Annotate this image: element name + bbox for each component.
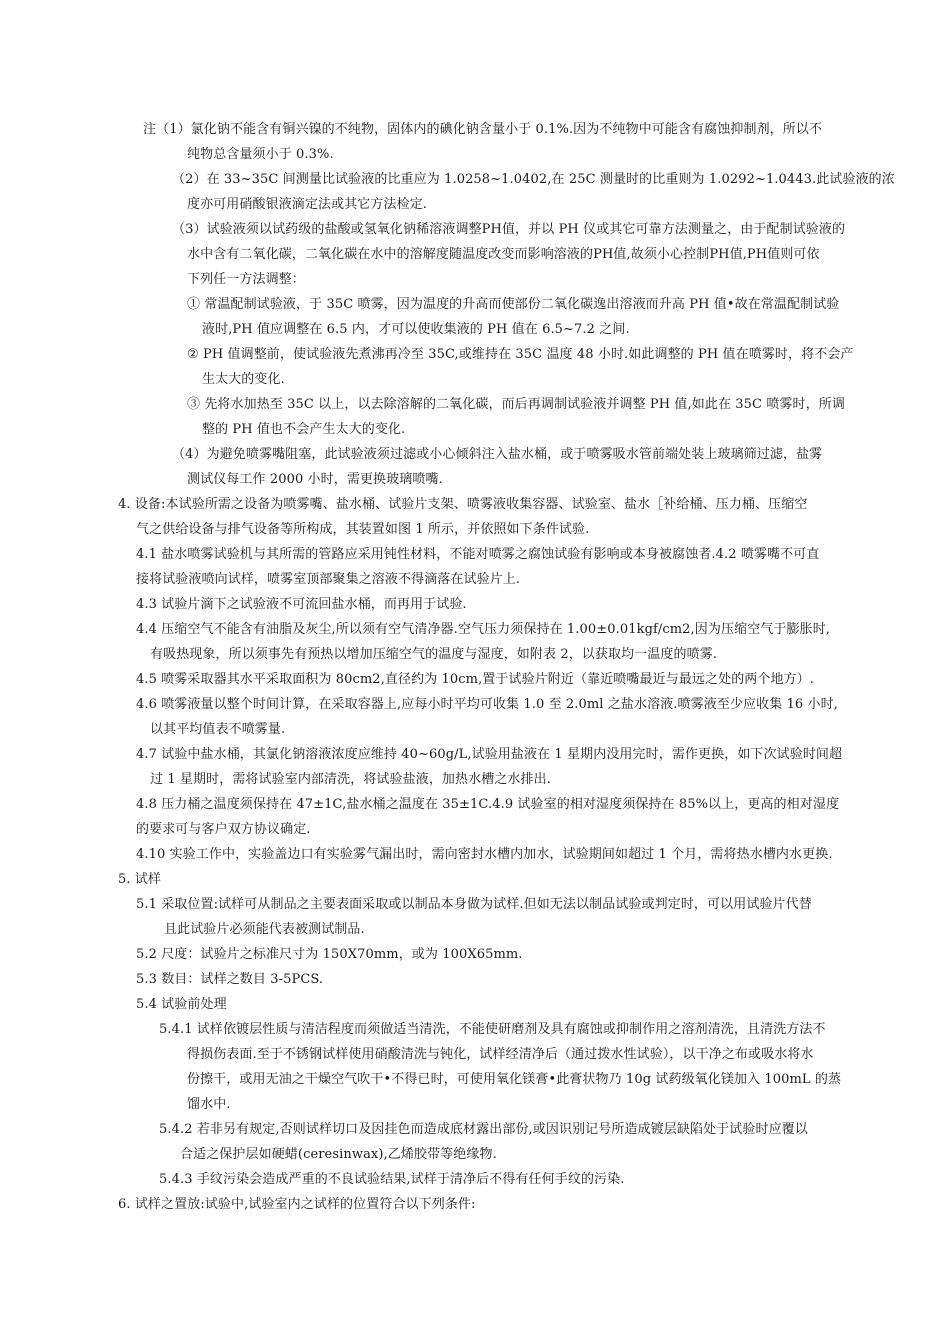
text-line: 气之供给设备与排气设备等所构成，其装置如图 1 所示，并依照如下条件试验. [136, 522, 590, 537]
text-line: 得损伤表面.至于不锈钢试样使用硝酸清洗与钝化，试样经清净后（通过拨水性试验），以干净之布或吸水将水 [187, 1047, 814, 1062]
text-line: 过 1 星期时，需将试验室内部清洗，将试验盐液，加热水槽之水排出. [150, 772, 551, 787]
text-line: 下列任一方法调整： [187, 272, 305, 287]
text-line: 纯物总含量须小于 0.3%. [187, 147, 334, 162]
text-line: ② PH 值调整前，使试验液先煮沸再冷至 35C,或维持在 35C 温度 48 小时.如此调整的 PH 值在喷雾时，将不会产 [187, 347, 854, 362]
text-line: 4.8 压力桶之温度须保持在 47±1C,盐水桶之温度在 35±1C.4.9 试验室的相对湿度须保持在 85%以上，更高的相对湿度 [136, 797, 840, 812]
text-line: 5.4.2 若非另有规定,否则试样切口及因挂色而造成底材露出部份,或因识别记号所造成镀层缺陷处于试验时应覆以 [159, 1122, 808, 1137]
section-heading: 5. 试样 [118, 872, 162, 887]
text-line: 注（1）氯化钠不能含有铜兴镍的不纯物，固体内的碘化钠含量小于 0.1%.因为不纯物中可能含有腐蚀抑制剂，所以不 [143, 122, 823, 137]
text-line: 4.4 压缩空气不能含有油脂及灰尘,所以须有空气清净器.空气压力须保持在 1.00±0.01kgf/cm2,因为压缩空气于膨胀时, [136, 622, 831, 637]
text-line: 4.7 试验中盐水桶，其氯化钠溶液浓度应维持 40~60g/L,试验用盐液在 1 星期内没用完时，需作更换，如下次试验时间超 [136, 747, 843, 762]
text-line: 5.4.3 手纹污染会造成严重的不良试验结果,试样于清净后不得有任何手纹的污染. [159, 1172, 625, 1187]
text-line: 4.5 喷雾采取器其水平采取面积为 80cm2,直径约为 10cm,置于试验片附近（靠近喷嘴最近与最远之处的两个地方）. [136, 672, 815, 687]
text-line: （2）在 33~35C 间测量比试验液的比重应为 1.0258~1.0402,在 25C 测量时的比重则为 1.0292~1.0443.此试验液的浓 [172, 172, 895, 187]
text-line: （4）为避免喷雾嘴阻塞，此试验液须过滤或小心倾斜注入盐水桶，或于喷雾吸水管前端处装上玻璃筛过滤，盐雾 [172, 447, 823, 462]
text-line: 份擦干，或用无油之干燥空气吹干•不得已时，可使用氧化镁膏•此膏状物乃 10g 试药级氧化镁加入 100mL 的蒸 [187, 1072, 842, 1087]
text-line: 5.3 数目：试样之数目 3-5PCS. [136, 972, 324, 987]
text-line: ③ 先将水加热至 35C 以上，以去除溶解的二氧化碳，而后再调制试验液并调整 PH 值,如此在 35C 喷雾时，所调 [187, 397, 845, 412]
text-line: 4.3 试验片滴下之试验液不可流回盐水桶，而再用于试验. [136, 597, 467, 612]
text-line: 5.4 试验前处理 [136, 997, 227, 1012]
text-line: ① 常温配制试验液，于 35C 喷雾，因为温度的升高而使部份二氧化碳逸出溶液而升高 PH 值•故在常温配制试验 [187, 297, 840, 312]
text-line: 整的 PH 值也不会产生太大的变化. [202, 422, 406, 437]
text-line: 接将试验液喷向试样，喷雾室顶部聚集之溶液不得滴落在试验片上. [136, 572, 521, 587]
text-line: 5.1 采取位置:试样可从制品之主要表面采取或以制品本身做为试样.但如无法以制品试验或判定时，可以用试验片代替 [136, 897, 812, 912]
text-line: 4.10 实验工作中，实验盖边口有实验雾气漏出时，需向密封水槽内加水，试验期间如超过 1 个月，需将热水槽内水更换. [136, 847, 833, 862]
text-line: 的要求可与客户双方协议确定. [136, 822, 311, 837]
text-line: 4. 设备:本试验所需之设备为喷雾嘴、盐水桶、试验片支架、喷雾液收集容器、试验室、盐水［补给桶、压力桶、压缩空 [118, 497, 808, 512]
text-line: 生太大的变化. [202, 372, 285, 387]
text-line: 液时,PH 值应调整在 6.5 内，才可以使收集液的 PH 值在 6.5~7.2 之间. [202, 322, 630, 337]
text-line: 水中含有二氧化碳，二氧化碳在水中的溶解度随温度改变而影响溶液的PH值,故须小心控制PH值,PH值则可依 [187, 247, 820, 262]
text-line: 且此试验片必须能代表被测试制品. [164, 922, 365, 937]
text-line: 测试仪每工作 2000 小时，需更换玻璃喷嘴. [187, 472, 443, 487]
text-line: 4.1 盐水喷雾试验机与其所需的管路应采用钝性材料，不能对喷雾之腐蚀试验有影响或本身被腐蚀者.4.2 喷雾嘴不可直 [136, 547, 820, 562]
text-line: 5.4.1 试样依镀层性质与清洁程度而须做适当清洗，不能使研磨剂及具有腐蚀或抑制作用之溶剂清洗，且清洗方法不 [159, 1022, 826, 1037]
text-line: 以其平均值表不喷雾量. [150, 722, 286, 737]
text-line: 度亦可用硝酸银液滴定法或其它方法检定. [187, 197, 428, 212]
text-line: 4.6 喷雾液量以整个时间计算，在采取容器上,应每小时平均可收集 1.0 至 2.0ml 之盐水溶液.喷雾液至少应收集 16 小时, [136, 697, 838, 712]
text-line: 合适之保护层如硬蜡(ceresinwax),乙烯胶带等绝缘物. [180, 1147, 497, 1162]
section-heading: 6. 试样之置放:试验中,试验室内之试样的位置符合以下列条件: [118, 1197, 476, 1212]
text-line: （3）试验液须以试药级的盐酸或氢氧化钠稀溶液调整PH值，并以 PH 仪或其它可靠方法测量之，由于配制试验液的 [172, 222, 846, 237]
text-line: 有吸热现象，所以须事先有预热以增加压缩空气的温度与湿度，如附表 2，以获取均一温度的喷雾. [150, 647, 718, 662]
text-line: 5.2 尺度：试验片之标准尺寸为 150X70mm，或为 100X65mm. [136, 947, 523, 962]
text-line: 馏水中. [187, 1097, 231, 1112]
